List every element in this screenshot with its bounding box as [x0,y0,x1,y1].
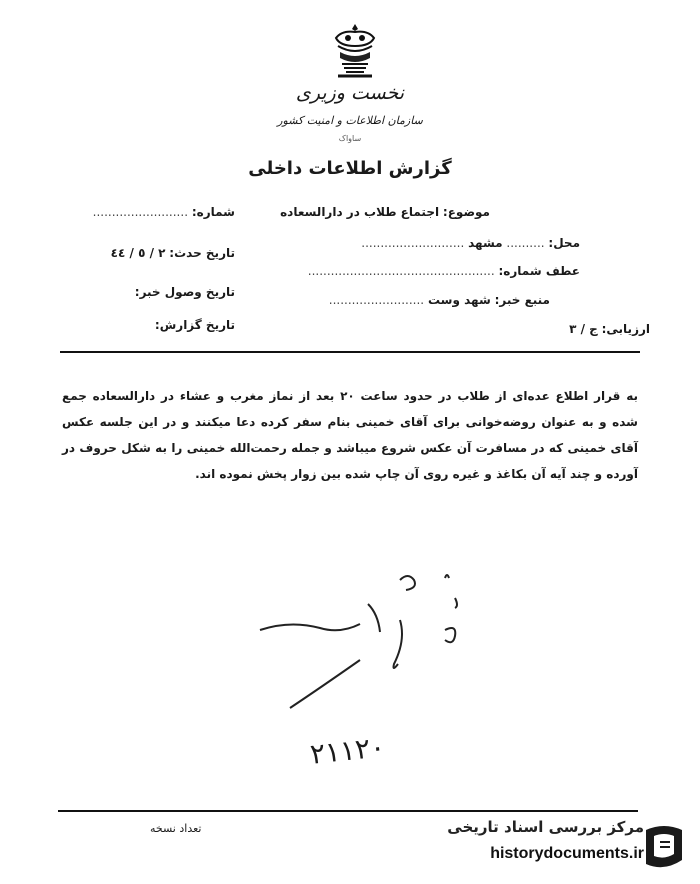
archive-logo-icon [640,822,688,872]
watermark-text: مرکز بررسی اسناد تاریخی [447,818,644,836]
org-title: نخست وزیری [295,82,405,104]
field-reference-label: عطف شماره: [498,264,580,278]
field-event-date-value: ٢ / ٥ / ٤٤ [110,246,166,260]
field-subject-value: اجتماع طلاب در دارالسعاده [280,205,440,219]
field-receipt-date [135,285,235,299]
field-number-label: شماره: [191,205,235,219]
field-report-date [155,318,235,332]
field-event-date [111,246,235,260]
handwritten-number: ٢١١٢٠ [308,730,387,771]
field-location: محل: .......... مشهد ........................... [361,236,580,250]
field-evaluation [569,322,650,336]
divider-bottom [58,810,638,812]
org-subtitle: سازمان اطلاعات و امنیت کشور [277,114,423,127]
copies-label: تعداد نسخه [150,822,202,835]
field-source: منبع خبر: شهد وست ......................... [328,293,550,307]
field-reference: عطف شماره: ................................................. [307,264,580,278]
crown-emblem-icon [326,22,384,82]
field-evaluation-label: ارزیابی: [601,322,650,336]
field-source-label: منبع خبر: [494,293,550,307]
report-body: به‌ قرار اطلاع عده‌ای از طلاب در حدود ساعت ٢٠ بعد از نماز مغرب و عشاء در دارالسعاده جمع شده و به‌ عنوان روضه‌خوانی برای آقای خمینی بنام سفر کرده دعا میکنند و در این جلسه عکس آقای خمینی که در مسافرت آن عکس شروع میباشد و جمله رحمت‌الله خمینی را به شکل حروف در آورده و چند آیه آن بکاغذ و غیره روی آن چاپ شده بین زوار پخش نموده اند. [62,389,638,481]
field-receipt-date-label: تاریخ وصول خبر: [134,285,235,299]
report-title: گزارش اطلاعات داخلی [248,158,452,179]
field-report-date-label: تاریخ گزارش: [154,318,235,332]
field-location-label: محل: [548,236,580,250]
field-event-date-label: تاریخ حدث: [169,246,235,260]
divider-top [60,351,640,353]
watermark-url: historydocuments.ir [490,845,644,862]
field-number: شماره: ......................... [92,205,235,219]
field-subject [280,205,490,219]
org-small-text: ساواک [338,134,362,143]
field-source-value: شهد وست [427,293,491,307]
field-subject-label: موضوع: [442,205,490,219]
field-location-value: مشهد [468,236,503,250]
field-evaluation-value: ج / ٣ [569,322,598,336]
